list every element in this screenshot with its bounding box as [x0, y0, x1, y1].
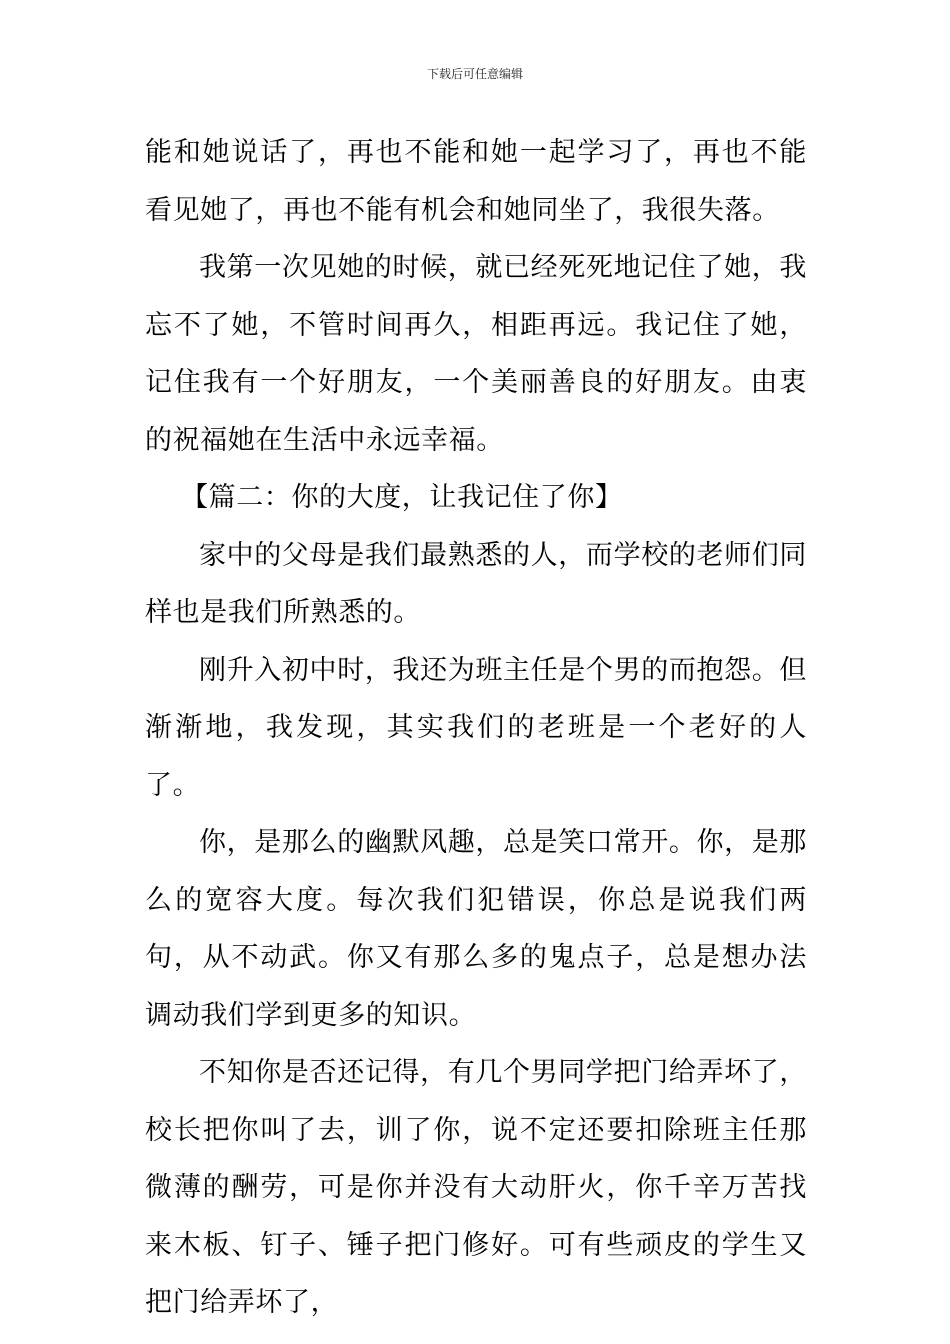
page-header-note: 下载后可任意编辑 — [426, 67, 523, 81]
paragraph: 不知你是否还记得，有几个男同学把门给弄坏了，校长把你叫了去，训了你，说不定还要扣除班主任那微薄的酬劳，可是你并没有大动肝火，你千辛万苦找来木板、钉子、锤子把门修好。可有些顽皮的学生又把门给弄坏了， — [145, 1057, 807, 1318]
document-body — [145, 124, 807, 1332]
paragraph: 你，是那么的幽默风趣，总是笑口常开。你，是那么的宽容大度。每次我们犯错误，你总是说我们两句，从不动武。你又有那么多的鬼点子，总是想办法调动我们学到更多的知识。 — [145, 827, 807, 1031]
paragraph: 我第一次见她的时候，就已经死死地记住了她，我忘不了她，不管时间再久，相距再远。我记住了她，记住我有一个好朋友，一个美丽善良的好朋友。由衷的祝福她在生活中永远幸福。 — [145, 252, 807, 456]
section-heading: 【篇二：你的大度，让我记住了你】 — [181, 482, 623, 513]
paragraph: 刚升入初中时，我还为班主任是个男的而抱怨。但渐渐地，我发现，其实我们的老班是一个老好的人了。 — [145, 654, 807, 801]
paragraph: 家中的父母是我们最熟悉的人，而学校的老师们同样也是我们所熟悉的。 — [145, 539, 807, 628]
paragraph-continued: 能和她说话了，再也不能和她一起学习了，再也不能看见她了，再也不能有机会和她同坐了，我很失落。 — [145, 137, 807, 226]
